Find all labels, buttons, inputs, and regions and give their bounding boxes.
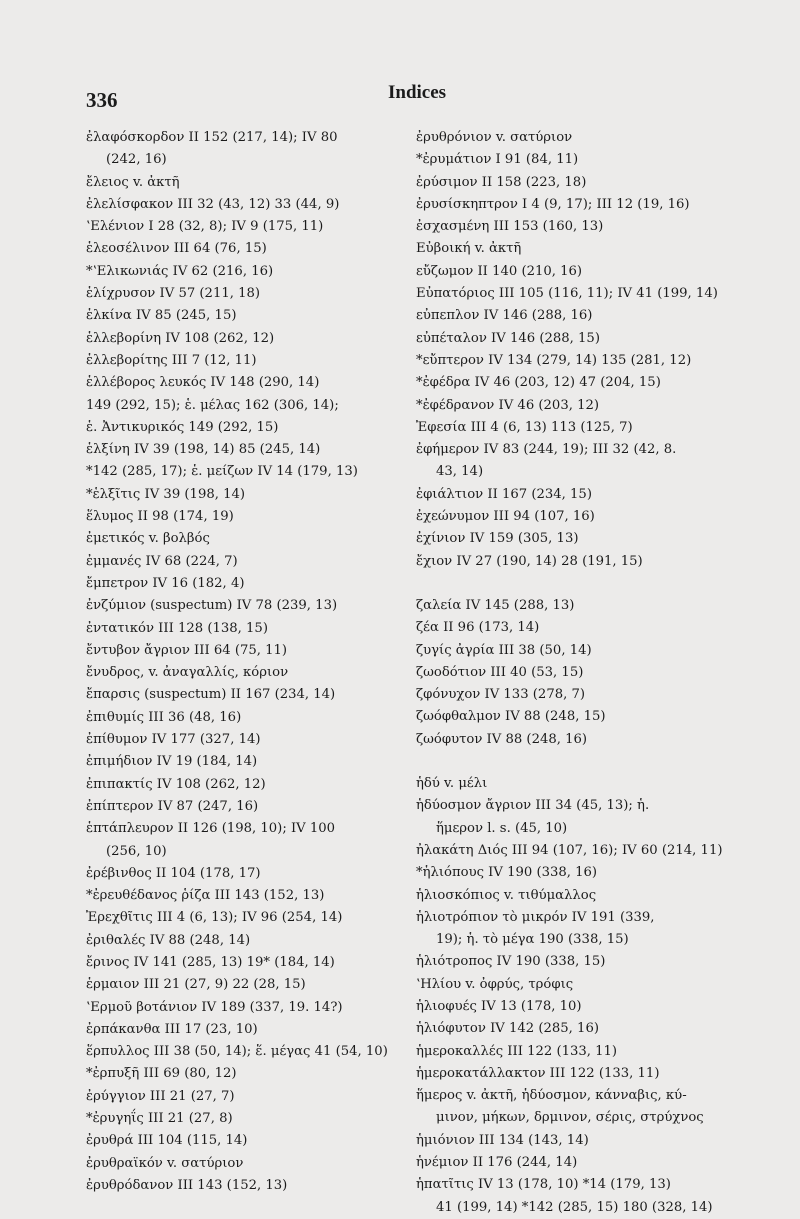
index-entry: ἐρύγγιον III 21 (27, 7)	[86, 1088, 235, 1104]
index-entry: Εὐπατόριος III 105 (116, 11); IV 41 (199, 14)	[416, 286, 718, 302]
index-entry: ἡλιοσκόπιος v. τιθύμαλλος	[416, 887, 597, 903]
index-entry: 149 (292, 15); ἑ. μέλας 162 (306, 14);	[86, 397, 339, 413]
index-entry: ἡδύ v. μέλι	[416, 776, 488, 792]
index-entry: ʽΕλένιον I 28 (32, 8); IV 9 (175, 11)	[86, 219, 324, 235]
index-entry: ἡνέμιον II 176 (244, 14)	[416, 1155, 578, 1171]
index-entry: ἡδύοσμον ἄγριον III 34 (45, 13); ἡ.	[416, 798, 650, 814]
index-entry: ζαλεία IV 145 (288, 13)	[416, 597, 575, 613]
index-entry: ἡλιότροπος IV 190 (338, 15)	[416, 954, 606, 970]
index-entry: ἑρμαιον III 21 (27, 9) 22 (28, 15)	[86, 977, 306, 993]
index-entry: ἡπατῖτις IV 13 (178, 10) *14 (179, 13)	[416, 1177, 671, 1193]
index-entry: ἐνζύμιον (suspectum) IV 78 (239, 13)	[86, 598, 338, 614]
index-entry: *ἐρπυξῆ III 69 (80, 12)	[86, 1066, 237, 1082]
index-entry: *ἐφέδρανον IV 46 (203, 12)	[416, 397, 600, 413]
index-entry: ἐρυθραϊκόν v. σατύριον	[86, 1155, 244, 1171]
index-entry: ἔμπετρον IV 16 (182, 4)	[86, 575, 245, 591]
index-entry: ἐντατικόν III 128 (138, 15)	[86, 620, 268, 636]
index-entry: ἐπίπτερον IV 87 (247, 16)	[86, 798, 259, 814]
index-entry: ἐριθαλές IV 88 (248, 14)	[86, 932, 251, 948]
index-entry: ἐπιπακτίς IV 108 (262, 12)	[86, 776, 266, 792]
index-entry: ἑλλέβορος λευκός IV 148 (290, 14)	[86, 375, 320, 391]
index-entry: ἡλιοτρόπιον τὸ μικρόν IV 191 (339,	[416, 909, 655, 925]
index-entry: *εὔπτερον IV 134 (279, 14) 135 (281, 12)	[416, 352, 692, 368]
index-entry: ʽΕρμοῦ βοτάνιον IV 189 (337, 19. 14?)	[86, 999, 343, 1015]
index-entry: ἐρυθρά III 104 (115, 14)	[86, 1133, 248, 1149]
index-entry: *ἐρευθέδανος ῥίζα III 143 (152, 13)	[86, 888, 325, 904]
index-entry: εὔζωμον II 140 (210, 16)	[416, 263, 583, 279]
index-entry: ʽΗλίου v. ὀφρύς, τρόφις	[416, 976, 574, 992]
index-entry: ζωόφυτον IV 88 (248, 16)	[416, 731, 588, 747]
index-entry: ζέα II 96 (173, 14)	[416, 620, 540, 636]
index-entry: ἐχεώνυμον III 94 (107, 16)	[416, 509, 595, 525]
index-entry: ἐρπάκανθα III 17 (23, 10)	[86, 1021, 258, 1037]
index-entry: ἐρυθρόδανον III 143 (152, 13)	[86, 1177, 288, 1193]
index-entry: ἐπιθυμίς III 36 (48, 16)	[86, 709, 242, 725]
section-gap	[416, 573, 788, 595]
index-entry: ἑ. Ἀντικυρικός 149 (292, 15)	[86, 419, 279, 435]
index-entry: ἑλξίνη IV 39 (198, 14) 85 (245, 14)	[86, 442, 321, 458]
index-entry: εὐπέταλον IV 146 (288, 15)	[416, 330, 600, 346]
index-entry: ἑλκίνα IV 85 (245, 15)	[86, 308, 237, 324]
index-entry: *ἡλιόπους IV 190 (338, 16)	[416, 865, 598, 881]
index-entry: ἔρινος IV 141 (285, 13) 19* (184, 14)	[86, 954, 335, 970]
index-entry-continuation: 19); ἡ. τὸ μέγα 190 (338, 15)	[436, 932, 629, 948]
index-entry: ἐμμανές IV 68 (224, 7)	[86, 553, 238, 569]
index-entry: ἠλακάτη Διός III 94 (107, 16); IV 60 (214, 11)	[416, 842, 723, 858]
index-entry: ἐρέβινθος II 104 (178, 17)	[86, 865, 261, 881]
index-entry: ἐρύσιμον II 158 (223, 18)	[416, 174, 587, 190]
index-entry-continuation: (256, 10)	[106, 843, 167, 859]
index-column-right	[416, 127, 788, 1219]
index-entry: ζφόνυχον IV 133 (278, 7)	[416, 687, 586, 703]
index-entry: ἔντυβον ἄγριον III 64 (75, 11)	[86, 642, 288, 658]
index-entry: ἑλίχρυσον IV 57 (211, 18)	[86, 286, 261, 302]
index-entry: ἡλιόφυτον IV 142 (285, 16)	[416, 1021, 599, 1037]
index-entry: ἡμιόνιον III 134 (143, 14)	[416, 1132, 589, 1148]
page-number: 336	[86, 88, 118, 112]
index-entry: ἐπίθυμον IV 177 (327, 14)	[86, 732, 261, 748]
index-entry: ἐχίνιον IV 159 (305, 13)	[416, 531, 579, 547]
index-entry: *ʽΕλικωνιάς IV 62 (216, 16)	[86, 263, 274, 279]
index-entry: ἡμεροκαλλές III 122 (133, 11)	[416, 1043, 618, 1059]
index-entry-continuation: 41 (199, 14) *142 (285, 15) 180 (328, 14)	[436, 1199, 713, 1215]
index-entry: Ἐφεσία III 4 (6, 13) 113 (125, 7)	[416, 419, 633, 435]
index-entry: ζωόφθαλμον IV 88 (248, 15)	[416, 709, 606, 725]
index-entry: *ἐρυγηΐς III 21 (27, 8)	[86, 1111, 233, 1127]
index-entry: ἡμεροκατάλλακτον III 122 (133, 11)	[416, 1065, 660, 1081]
index-entry: ζυγίς ἀγρία III 38 (50, 14)	[416, 642, 592, 658]
index-entry: *142 (285, 17); ἑ. μείζων IV 14 (179, 13)	[86, 464, 358, 480]
index-entry: ἐμετικός v. βολβός	[86, 531, 210, 547]
index-entry: ἐπιμήδιον IV 19 (184, 14)	[86, 754, 258, 770]
index-entry: *ἑλξῖτις IV 39 (198, 14)	[86, 486, 246, 502]
index-entry: ἑπτάπλευρον II 126 (198, 10); IV 100	[86, 821, 336, 837]
index-entry: ἕρπυλλος III 38 (50, 14); ἕ. μέγας 41 (54, 10)	[86, 1044, 388, 1060]
index-column-left	[86, 127, 412, 1197]
index-entry: *ἐρυμάτιον I 91 (84, 11)	[416, 152, 579, 168]
index-entry: *ἐφέδρα IV 46 (203, 12) 47 (204, 15)	[416, 375, 661, 391]
index-entry: ἑλλεβορίτης III 7 (12, 11)	[86, 352, 257, 368]
index-entry: εὐπεπλον IV 146 (288, 16)	[416, 308, 593, 324]
index-entry-continuation: μινον, μήκων, δρμινον, σέρις, στρύχνος	[436, 1110, 704, 1126]
index-entry: ἐσχασμένη III 153 (160, 13)	[416, 219, 604, 235]
index-entry: Ἐρεχθῖτις III 4 (6, 13); IV 96 (254, 14)	[86, 910, 343, 926]
index-entry: ἑλεοσέλινον III 64 (76, 15)	[86, 241, 267, 257]
running-head: Indices	[388, 82, 447, 103]
index-entry-continuation: 43, 14)	[436, 464, 484, 480]
index-entry: ἐφιάλτιον II 167 (234, 15)	[416, 486, 592, 502]
section-gap	[416, 751, 788, 773]
index-entry: ἐρυσίσκηπτρον I 4 (9, 17); III 12 (19, 16)	[416, 196, 690, 212]
index-entry: ἐλελίσφακον III 32 (43, 12) 33 (44, 9)	[86, 196, 340, 212]
index-entry: ἐλαφόσκορδον II 152 (217, 14); IV 80	[86, 130, 338, 145]
index-entry: ἕλυμος II 98 (174, 19)	[86, 509, 234, 525]
index-entry: ἔχιον IV 27 (190, 14) 28 (191, 15)	[416, 553, 643, 569]
index-entry: ἔπαρσις (suspectum) II 167 (234, 14)	[86, 687, 336, 703]
index-entry: ἑλλεβορίνη IV 108 (262, 12)	[86, 330, 275, 346]
index-entry: ἔλειος v. ἀκτῆ	[86, 174, 180, 190]
index-entry: Εὐβοική v. ἀκτῆ	[416, 241, 522, 257]
index-entry-continuation: (242, 16)	[106, 152, 167, 168]
index-entry: ἡλιοφυές IV 13 (178, 10)	[416, 998, 582, 1014]
index-entry: ἥμερος v. ἀκτῆ, ἡδύοσμον, κάνναβις, κύ-	[416, 1088, 687, 1104]
index-entry: ζωοδότιον III 40 (53, 15)	[416, 664, 584, 680]
index-entry: ἔνυδρος, v. ἀναγαλλίς, κόριον	[86, 665, 289, 681]
index-entry: ἐφήμερον IV 83 (244, 19); III 32 (42, 8.	[416, 442, 677, 458]
index-entry-continuation: ἥμερον l. s. (45, 10)	[436, 820, 568, 836]
index-entry: ἐρυθρόνιον v. σατύριον	[416, 130, 573, 145]
